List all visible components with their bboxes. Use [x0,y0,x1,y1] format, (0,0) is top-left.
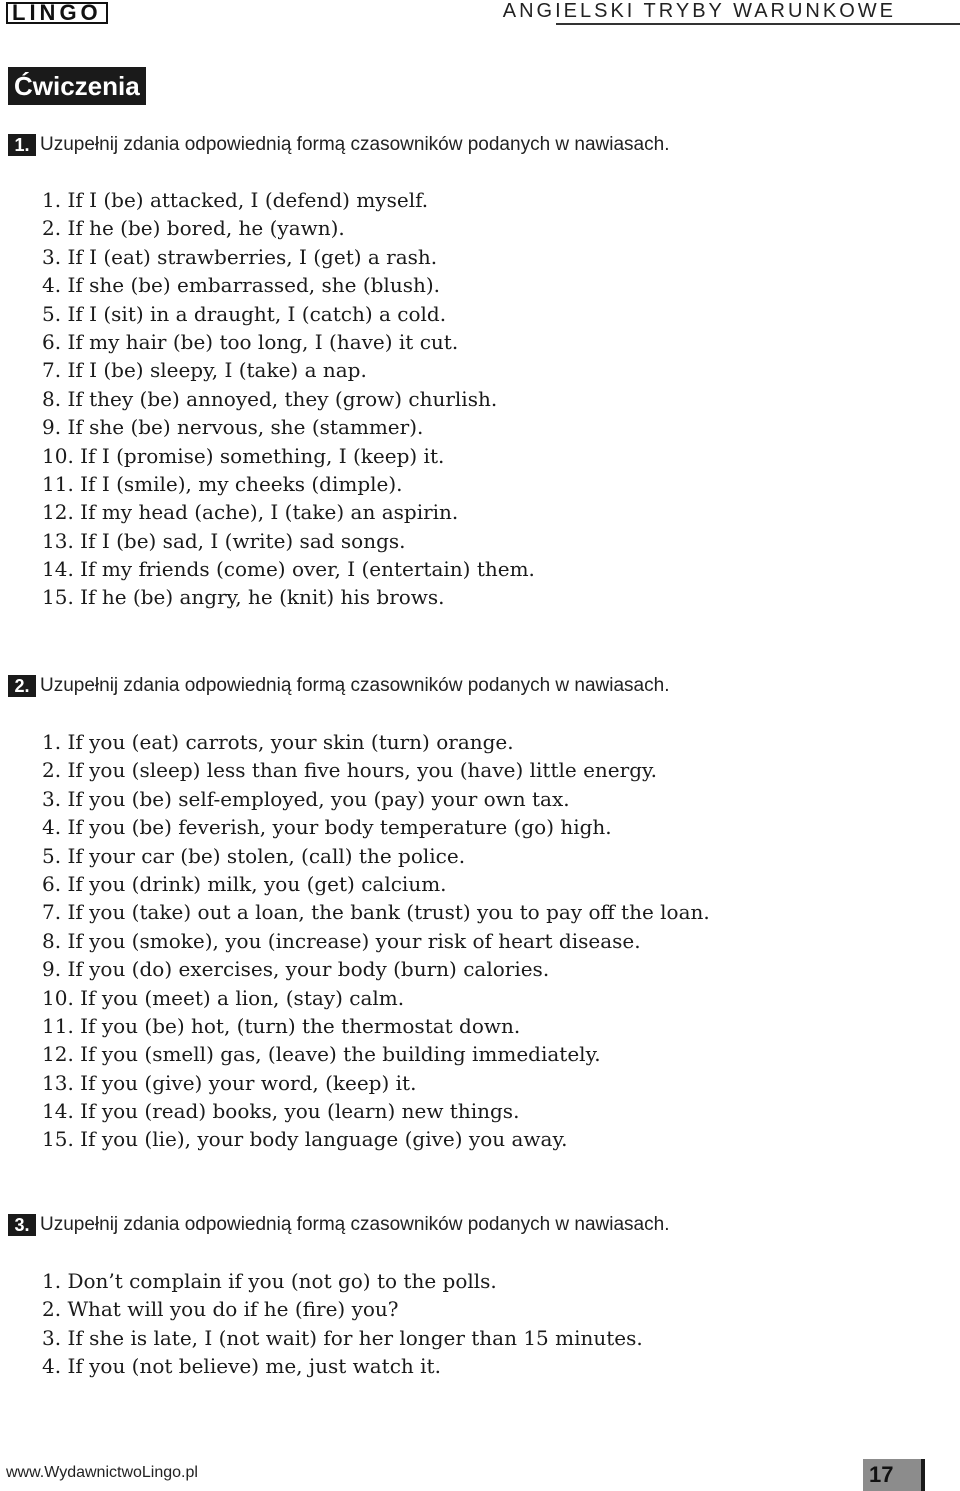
sentence-list [42,186,535,612]
list-item: 11. If you (be) hot, (turn) the thermostat down. [42,1013,521,1038]
exercise-number-badge: 3. [8,1214,36,1236]
list-item: 8. If they (be) annoyed, they (grow) churlish. [42,386,498,411]
list-item: 10. If I (promise) something, I (keep) it. [42,443,445,468]
running-header-title: ANGIELSKI TRYBY WARUNKOWE [502,0,896,22]
list-item: 3. If I (eat) strawberries, I (get) a rash. [42,244,438,269]
list-item: 2. If he (be) bored, he (yawn). [42,216,345,241]
header-rule [556,23,960,25]
list-item: 4. If she (be) embarrassed, she (blush). [42,273,441,298]
exercise-2 [8,673,938,1152]
list-item: 8. If you (smoke), you (increase) your risk of heart disease. [42,928,641,953]
page-number: 17 [863,1459,921,1491]
list-item: 1. If you (eat) carrots, your skin (turn) orange. [42,730,514,754]
list-item: 11. If I (smile), my cheeks (dimple). [42,471,403,496]
instruction-text: Uzupełnij zdania odpowiednią formą czasowników podanych w nawiasach. [40,134,670,155]
list-item: 14. If my friends (come) over, I (entertain) them. [42,557,535,582]
list-item: 9. If she (be) nervous, she (stammer). [42,415,424,440]
exercise-3 [8,1212,938,1379]
list-item: 12. If my head (ache), I (take) an aspirin. [42,500,459,525]
exercise-instruction [8,132,938,158]
logo-text: LINGO [6,2,108,24]
list-item: 5. If I (sit) in a draught, I (catch) a cold. [42,301,447,326]
exercise-number-badge: 2. [8,675,36,697]
page-number-edge [921,1459,925,1491]
list-item: 1. If I (be) attacked, I (defend) myself. [42,188,429,212]
exercise-number-badge: 1. [8,134,36,156]
sentence-list [42,728,710,1154]
section-heading: Ćwiczenia [8,67,146,105]
list-item: 15. If he (be) angry, he (knit) his brows. [42,585,445,610]
exercise-instruction [8,1212,938,1238]
list-item: 4. If you (be) feverish, your body temperature (go) high. [42,815,612,840]
list-item: 2. What will you do if he (fire) you? [42,1297,399,1322]
list-item: 10. If you (meet) a lion, (stay) calm. [42,985,405,1010]
list-item: 1. Don’t complain if you (not go) to the polls. [42,1269,497,1293]
instruction-text: Uzupełnij zdania odpowiednią formą czasowników podanych w nawiasach. [40,675,670,696]
list-item: 6. If you (drink) milk, you (get) calcium. [42,871,447,896]
lingo-logo [6,0,108,26]
instruction-text: Uzupełnij zdania odpowiednią formą czasowników podanych w nawiasach. [40,1214,670,1235]
list-item: 5. If your car (be) stolen, (call) the police. [42,843,466,868]
list-item: 15. If you (lie), your body language (give) you away. [42,1127,568,1152]
list-item: 2. If you (sleep) less than five hours, you (have) little energy. [42,758,657,783]
list-item: 3. If she is late, I (not wait) for her longer than 15 minutes. [42,1325,643,1350]
list-item: 13. If I (be) sad, I (write) sad songs. [42,528,406,553]
list-item: 7. If you (take) out a loan, the bank (trust) you to pay off the loan. [42,900,710,925]
list-item: 13. If you (give) your word, (keep) it. [42,1070,417,1095]
list-item: 3. If you (be) self-employed, you (pay) your own tax. [42,786,570,811]
exercise-1 [8,132,938,610]
list-item: 12. If you (smell) gas, (leave) the building immediately. [42,1042,601,1067]
list-item: 7. If I (be) sleepy, I (take) a nap. [42,358,367,383]
list-item: 9. If you (do) exercises, your body (burn) calories. [42,957,550,982]
list-item: 6. If my hair (be) too long, I (have) it cut. [42,329,459,354]
list-item: 4. If you (not believe) me, just watch it. [42,1354,441,1379]
sentence-list [42,1267,643,1381]
footer-website-link[interactable]: www.WydawnictwoLingo.pl [6,1464,198,1481]
list-item: 14. If you (read) books, you (learn) new things. [42,1099,520,1124]
exercise-instruction [8,673,938,699]
